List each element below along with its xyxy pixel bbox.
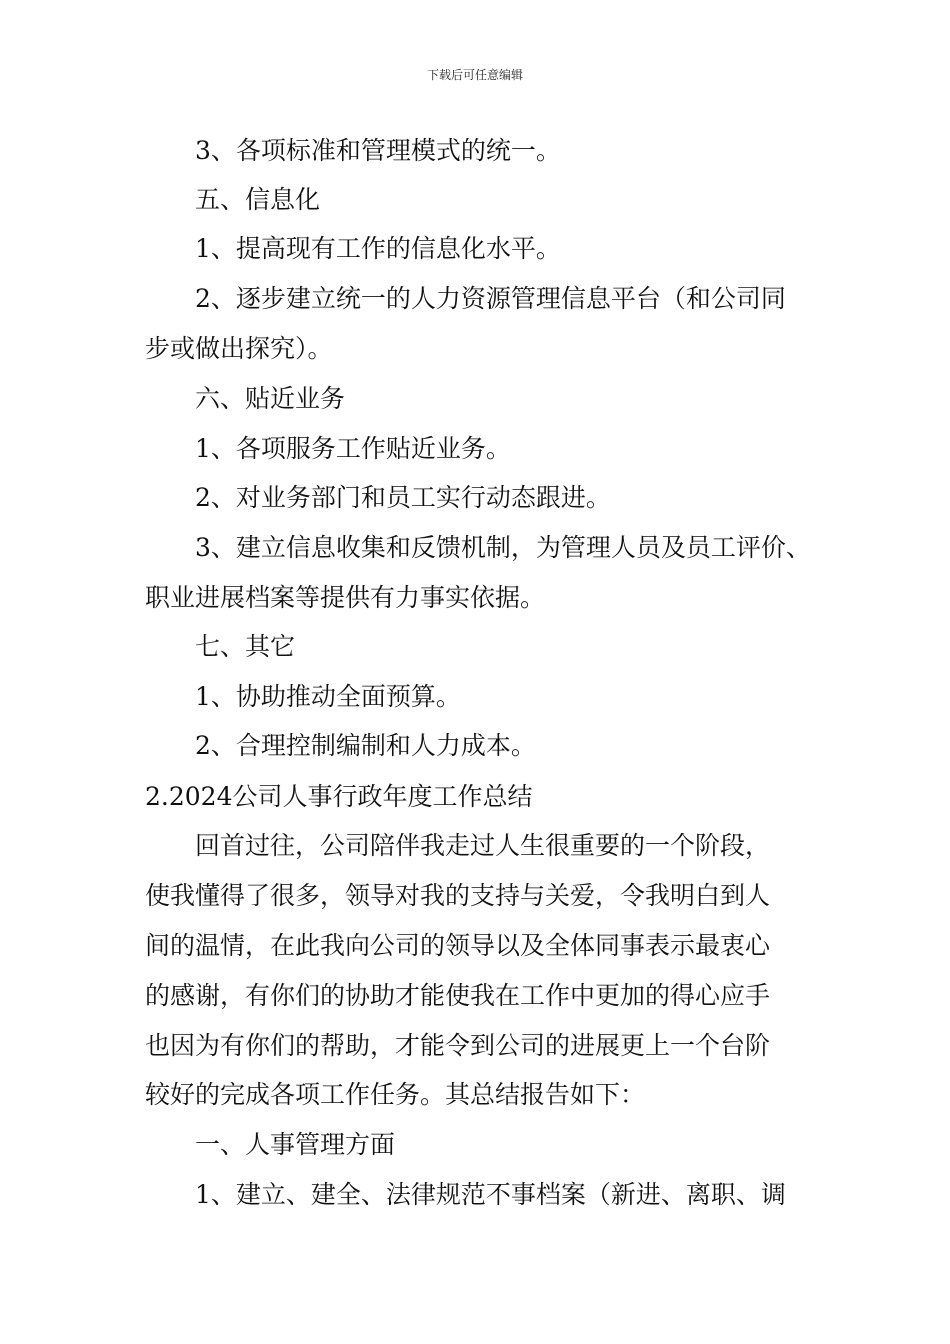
paragraph-line: 使我懂得了很多，领导对我的支持与关爱，令我明白到人	[145, 881, 771, 910]
section-heading: 六、贴近业务	[195, 384, 346, 413]
section-heading: 一、人事管理方面	[195, 1130, 396, 1159]
list-item-continuation: 步或做出探究）。	[145, 334, 333, 363]
paragraph-line: 较好的完成各项工作任务。其总结报告如下：	[145, 1080, 646, 1109]
list-item: 1、建立、建全、法律规范不事档案（新进、离职、调	[195, 1180, 786, 1209]
paragraph-line: 也因为有你们的帮助，才能令到公司的进展更上一个台阶	[145, 1031, 771, 1060]
list-item: 2、逐步建立统一的人力资源管理信息平台（和公司同	[195, 284, 786, 313]
paragraph-line: 回首过往，公司陪伴我走过人生很重要的一个阶段，	[195, 831, 771, 860]
paragraph-line: 的感谢，有你们的协助才能使我在工作中更加的得心应手	[145, 981, 771, 1010]
list-item: 2、合理控制编制和人力成本。	[195, 731, 536, 760]
list-item: 3、建立信息收集和反馈机制，为管理人员及员工评价、	[195, 533, 811, 562]
section-heading: 五、信息化	[195, 185, 321, 214]
list-item: 2、对业务部门和员工实行动态跟进。	[195, 483, 611, 512]
list-item: 1、各项服务工作贴近业务。	[195, 434, 511, 463]
document-title: 2.2024公司人事行政年度工作总结	[145, 782, 533, 811]
list-item: 1、协助推动全面预算。	[195, 682, 461, 711]
list-item: 1、提高现有工作的信息化水平。	[195, 234, 561, 263]
page-header: 下载后可任意编辑	[426, 68, 523, 82]
list-item: 3、各项标准和管理模式的统一。	[195, 136, 561, 165]
paragraph-line: 间的温情，在此我向公司的领导以及全体同事表示最衷心	[145, 931, 771, 960]
list-item-continuation: 职业进展档案等提供有力事实依据。	[145, 583, 546, 612]
section-heading: 七、其它	[195, 632, 296, 661]
